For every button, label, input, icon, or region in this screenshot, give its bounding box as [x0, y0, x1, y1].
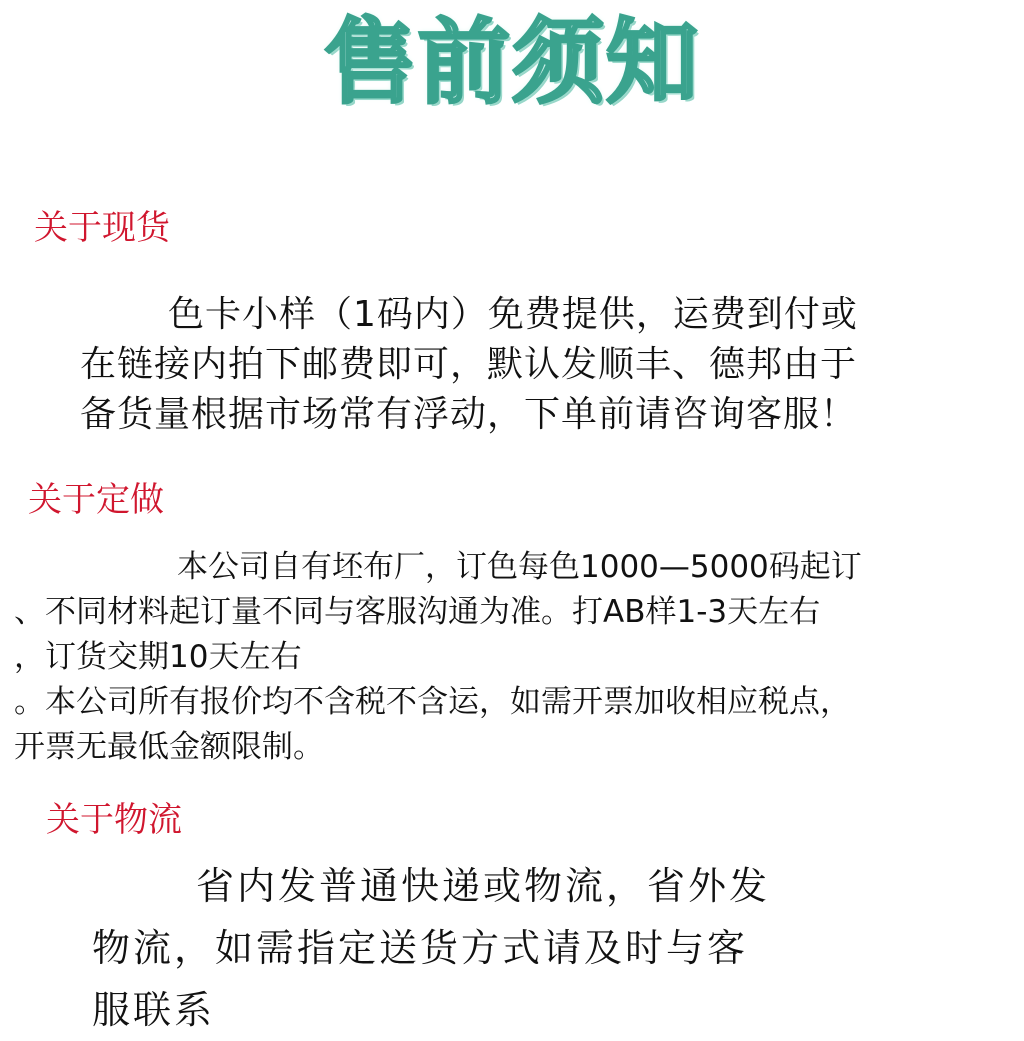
section-body-stock: [80, 290, 858, 440]
body-line: 物流，如需指定送货方式请及时与客: [92, 926, 749, 970]
body-line: 省内发普通快递或物流，省外发: [196, 864, 771, 908]
body-line: 。本公司所有报价均不含税不含运，如需开票加收相应税点，: [14, 684, 851, 720]
body-line: 服联系: [92, 988, 216, 1032]
section-body-logistics: [92, 855, 770, 1041]
section-body-custom: [14, 545, 862, 770]
body-line: 色卡小样（1码内）免费提供，运费到付或: [168, 294, 858, 335]
section-heading-custom: 关于定做: [28, 480, 164, 520]
body-line: 在链接内拍下邮费即可，默认发顺丰、德邦由于: [80, 344, 858, 385]
page-title: 售前须知: [323, 9, 700, 116]
body-line: ，订货交期10天左右: [14, 639, 302, 675]
body-line: 开票无最低金额限制。: [14, 729, 324, 765]
body-line: 本公司自有坯布厂，订色每色1000—5000码起订: [177, 549, 862, 585]
body-line: 备货量根据市场常有浮动，下单前请咨询客服！: [80, 394, 858, 435]
body-line: 、不同材料起订量不同与客服沟通为准。打AB样1-3天左右: [14, 594, 821, 630]
section-heading-stock: 关于现货: [34, 208, 170, 248]
section-heading-logistics: 关于物流: [46, 800, 182, 840]
